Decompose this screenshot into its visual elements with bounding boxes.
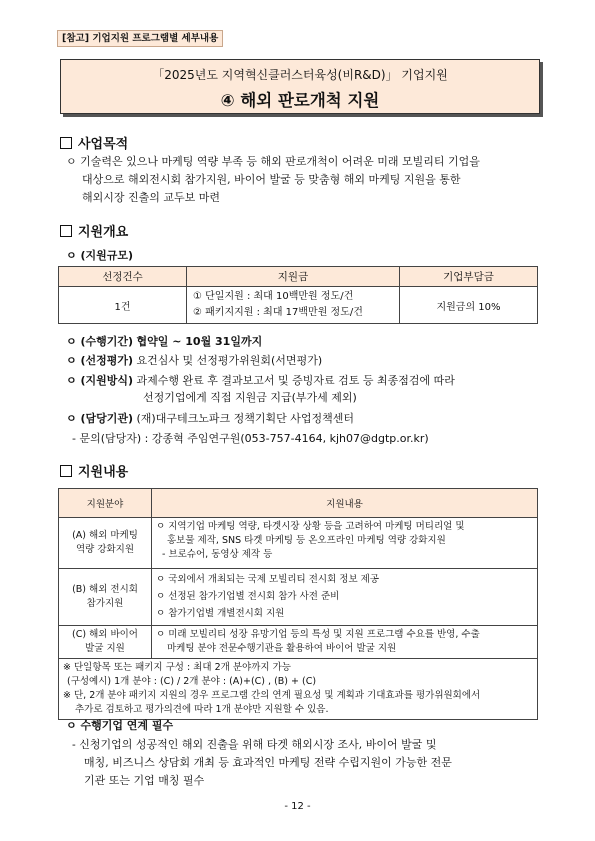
title-main: ④ 해외 판로개척 지원 bbox=[220, 91, 380, 110]
partner-line-3: 기관 또는 기업 매칭 필수 bbox=[84, 774, 205, 787]
table-notes: ※ 단일항목 또는 패키지 구성 : 최대 2개 분야까지 가능 (구성예시) 1개 분야 : (C) / 2개 분야 : (A)+(C) , (B) + (C) ※ 단, 2개 분야 패키지 지원의 경우 프로그램 간의 연계 필요성 및 계획과 기대효과를 평가위원회에서 추가로 검토하고 평가의견에 따라 1개 분야만 지원할 수 있음. bbox=[59, 659, 538, 720]
support-scale-table bbox=[58, 266, 538, 324]
table-row bbox=[59, 518, 538, 569]
agency-row: ㅇ (담당기관) (재)대구테크노파크 정책기획단 사업정책센터 bbox=[66, 412, 354, 425]
grant-single: ① 단일지원 : 최대 10백만원 정도/건 bbox=[193, 291, 354, 302]
section-heading-overview: 지원개요 bbox=[60, 221, 128, 240]
purpose-line-3: 해외시장 진출의 교두보 마련 bbox=[82, 191, 221, 204]
cell-count: 1건 bbox=[59, 287, 187, 324]
checkbox-square-icon bbox=[60, 225, 72, 237]
title-box bbox=[60, 59, 540, 114]
section-heading-purpose: 사업목적 bbox=[60, 133, 128, 152]
title-program: 「2025년도 지역혁신클러스터육성(비R&D)」 기업지원 bbox=[152, 68, 448, 82]
method-row-cont: 선정기업에게 직접 지원금 지급(부가세 제외) bbox=[143, 391, 357, 404]
field-cell-b: (B) 해외 전시회 참가지원 bbox=[59, 569, 152, 626]
field-cell-a: (A) 해외 마케팅 역량 강화지원 bbox=[59, 518, 152, 569]
support-content-table bbox=[58, 488, 538, 720]
purpose-line-2: 대상으로 해외전시회 참가지원, 바이어 발굴 등 맞춤형 해외 마케팅 지원을 통한 bbox=[82, 173, 461, 186]
col-header-grant: 지원금 bbox=[187, 267, 400, 287]
method-row: ㅇ (지원방식) 과제수행 완료 후 결과보고서 및 증빙자료 검토 등 최종점검에 따라 bbox=[66, 374, 455, 387]
evaluation-row: ㅇ (선정평가) 요건심사 및 선정평가위원회(서면평가) bbox=[66, 354, 323, 367]
col-header-field: 지원분야 bbox=[59, 489, 152, 518]
partner-label: ㅇ 수행기업 연계 필수 bbox=[66, 719, 174, 732]
section-heading-content: 지원내용 bbox=[60, 461, 128, 480]
content-cell-a: ㅇ 지역기업 마케팅 역량, 타겟시장 상황 등을 고려하여 마케팅 머티리얼 및 홍보물 제작, SNS 타겟 마케팅 등 온오프라인 마케팅 역량 강화지원 - 브로슈어, 동영상 제작 등 bbox=[152, 518, 538, 569]
col-header-burden: 기업부담금 bbox=[400, 267, 538, 287]
checkbox-square-icon bbox=[60, 137, 72, 149]
content-cell-b: ㅇ 국외에서 개최되는 국제 모빌리티 전시회 정보 제공 ㅇ 선정된 참가기업별 전시회 참가 사전 준비 ㅇ 참가기업별 개별전시회 지원 bbox=[152, 569, 538, 626]
cell-grant bbox=[187, 287, 400, 324]
purpose-line-1: ㅇ 기술력은 있으나 마케팅 역량 부족 등 해외 판로개척이 어려운 미래 모빌리티 기업을 bbox=[66, 155, 480, 168]
field-cell-c: (C) 해외 바이어 발굴 지원 bbox=[59, 626, 152, 659]
table-row bbox=[59, 626, 538, 659]
period-row: ㅇ (수행기간) 협약일 ~ 10월 31일까지 bbox=[66, 335, 263, 348]
contact-row: - 문의(담당자) : 강종혁 주임연구원(053-757-4164, kjh07@dgtp.or.kr) bbox=[72, 432, 429, 445]
table-row bbox=[59, 569, 538, 626]
grant-package: ② 패키지지원 : 최대 17백만원 정도/건 bbox=[193, 307, 363, 318]
content-cell-c: ㅇ 미래 모빌리티 성장 유망기업 등의 특성 및 지원 프로그램 수요를 반영, 수출 마케팅 분야 전문수행기관을 활용하여 바이어 발굴 지원 bbox=[152, 626, 538, 659]
col-header-content: 지원내용 bbox=[152, 489, 538, 518]
support-scale-label: ㅇ (지원규모) bbox=[66, 249, 134, 262]
partner-line-1: - 신청기업의 성공적인 해외 진출을 위해 타겟 해외시장 조사, 바이어 발굴 및 bbox=[72, 738, 437, 751]
col-header-count: 선정건수 bbox=[59, 267, 187, 287]
cell-burden: 지원금의 10% bbox=[400, 287, 538, 324]
checkbox-square-icon bbox=[60, 465, 72, 477]
reference-tag: [참고] 기업지원 프로그램별 세부내용 bbox=[57, 30, 223, 47]
partner-line-2: 매칭, 비즈니스 상담회 개최 등 효과적인 마케팅 전략 수립지원이 가능한 전문 bbox=[84, 756, 452, 769]
page-number: - 12 - bbox=[284, 801, 311, 812]
